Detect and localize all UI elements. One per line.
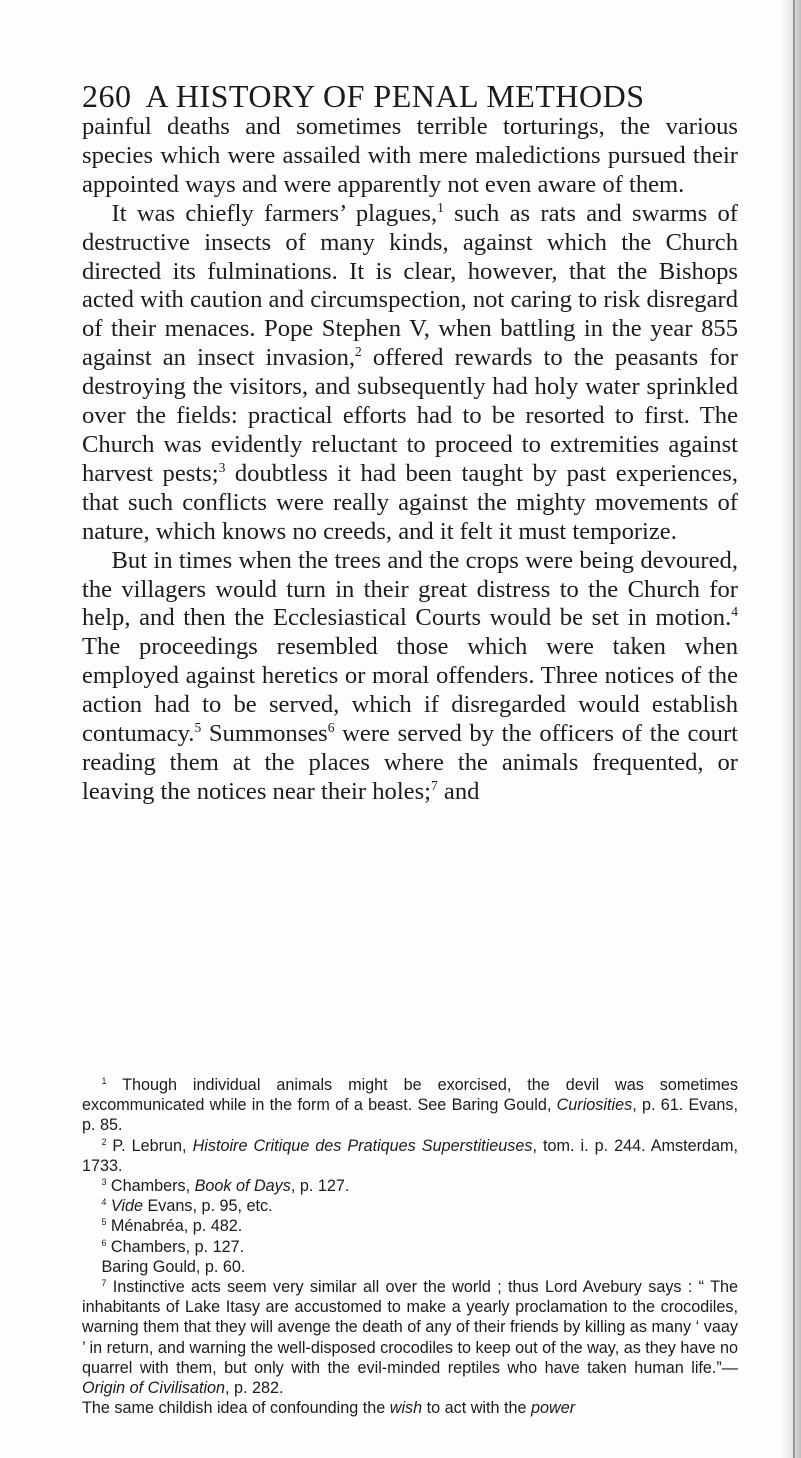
footnote-5 <box>82 1216 738 1236</box>
footnote-ref-5: 5 <box>194 720 202 736</box>
footnote-3 <box>82 1176 738 1196</box>
text-run: But in times when the trees and the crops were being devoured, the villagers would turn in their great distress to the Church for help, and then the Ecclesiastical Courts would be set in motion. <box>82 546 738 632</box>
footnote-4 <box>82 1196 738 1216</box>
footnote-ref-4: 4 <box>731 604 738 620</box>
footnote-text: Evans, p. 95, etc. <box>143 1197 273 1216</box>
paragraph-3 <box>82 547 738 807</box>
footnote-2 <box>82 1136 738 1176</box>
footnote-marker: 7 <box>101 1278 107 1289</box>
footnote-text: Instinctive acts seem very similar all over the world ; thus Lord Avebury says : “ The inhabitants of Lake Itasy are accustomed to make a yearly proclamation to the crocodiles, warning them that they will avenge the death of any of their friends by killing as many ‘ vaay ’ in return, and warning the well-disposed crocodiles to keep out of the way, as they have no quarrel with them, but only with the evil-minded reptiles who have taken human life.”— <box>82 1278 738 1377</box>
footnote-6 <box>82 1237 738 1257</box>
footnote-text: Chambers, <box>106 1177 195 1196</box>
text-run: Summonses <box>201 720 328 748</box>
text-run: The proceedings resembled those which were taken when employed against heretics or moral offenders. Three notices of the action had to be served, which if disregarded would establish contumacy. <box>82 633 738 748</box>
footnote-text: Ménabréa, p. 482. <box>106 1217 243 1236</box>
text-run: It was chiefly farmers’ plagues, <box>111 199 438 227</box>
footnote-text: P. Lebrun, <box>106 1136 193 1155</box>
running-title: A HISTORY OF PENAL METHODS <box>145 78 645 114</box>
footnote-text: , p. 127. <box>290 1177 350 1196</box>
footnote-text: , p. 61. Evans, p. 85. <box>82 1096 738 1135</box>
footnote-text: to act with the <box>422 1399 532 1418</box>
footnote-marker: 1 <box>101 1076 107 1087</box>
footnote-ref-3: 3 <box>218 460 226 476</box>
text-run: were served by the officers of the court reading them at the places where the animals frequented, or leaving the notices near their holes; <box>82 720 738 805</box>
text-run: and <box>437 777 480 805</box>
footnote-ref-7: 7 <box>430 778 438 794</box>
footnote-text: Chambers, p. 127. <box>106 1237 245 1256</box>
footnotes <box>82 1075 738 1418</box>
footnote-marker: 6 <box>101 1237 107 1248</box>
book-title: Book of Days <box>194 1177 291 1196</box>
footnote-text: , tom. i. p. 244. Amsterdam, 1733. <box>82 1136 738 1175</box>
footnote-ref-6: 6 <box>327 720 335 736</box>
emphasis: wish <box>389 1399 423 1418</box>
footnote-marker: 2 <box>101 1136 107 1147</box>
paragraph-2 <box>82 200 738 547</box>
footnote-text: , p. 282. <box>225 1379 284 1398</box>
page-number: 260 <box>82 78 132 114</box>
footnote-7-continued <box>82 1398 738 1418</box>
footnote-1 <box>82 1075 738 1136</box>
text-run: offered rewards to the peasants for destroying the visitors, and subsequently had holy water sprinkled over the fields: practical efforts had to be resorted to first. The Church was evidently reluctant to proceed to extremities against harvest pests; <box>82 344 738 487</box>
text-run: such as rats and swarms of destructive insects of many kinds, against which the Church directed its fulminations. It is clear, however, that the Bishops acted with caution and circumspection, not caring to risk disregard of their menaces. Pope Stephen V, when battling in the year 855 against an insect invasion, <box>82 199 738 372</box>
footnote-marker: 3 <box>101 1177 107 1188</box>
book-title: Curiosities <box>556 1096 633 1115</box>
footnote-6-continued: Baring Gould, p. 60. <box>101 1257 246 1276</box>
footnote-text: Though individual animals might be exorcised, the devil was sometimes excommunicated while in the form of a beast. See Baring Gould, <box>82 1076 738 1115</box>
footnote-ref-1: 1 <box>437 199 444 215</box>
main-text <box>82 113 738 807</box>
text-run: doubtless it had been taught by past experiences, that such conflicts were really against the mighty movements of nature, which knows no creeds, and it felt it must temporize. <box>82 459 738 545</box>
latin-term: Vide <box>110 1197 144 1216</box>
footnote-7 <box>82 1277 738 1398</box>
book-title: Origin of Civilisation <box>82 1379 226 1398</box>
page-edge-shadow <box>781 0 801 1458</box>
emphasis: power <box>531 1399 576 1418</box>
footnote-ref-2: 2 <box>355 344 362 360</box>
book-title: Histoire Critique des Pratiques Superstitieuses <box>192 1136 533 1155</box>
footnote-marker: 4 <box>101 1197 107 1208</box>
footnote-text: The same childish idea of confounding the <box>82 1399 390 1418</box>
footnote-marker: 5 <box>101 1217 107 1228</box>
paragraph-1: painful deaths and sometimes terrible torturings, the various species which were assailed with mere maledictions pursued their appointed ways and were apparently not even aware of them. <box>82 113 738 198</box>
